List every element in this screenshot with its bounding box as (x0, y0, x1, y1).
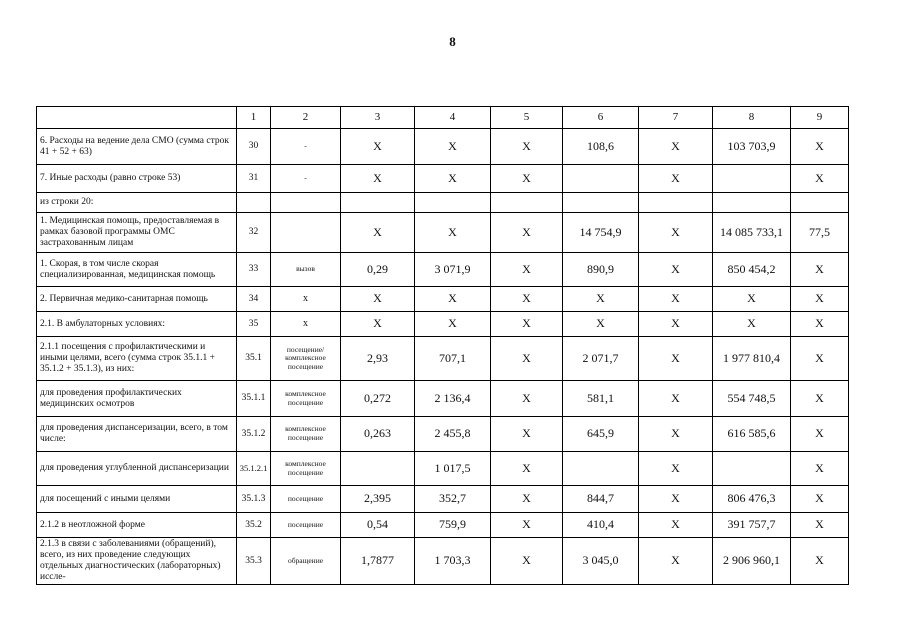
table-cell: X (415, 213, 491, 253)
row-unit: - (271, 129, 341, 165)
table-cell: X (491, 337, 563, 381)
row-unit (271, 213, 341, 253)
row-unit: посещение (271, 513, 341, 538)
table-cell: X (639, 213, 713, 253)
table-cell: X (639, 312, 713, 337)
table-cell (563, 165, 639, 193)
row-name: 2.1.1 посещения с профилактическими и иными целями, всего (сумма строк 35.1.1 + 35.1.2 + 35.1.3), из них: (37, 337, 237, 381)
table-cell: 1 017,5 (415, 452, 491, 486)
table-cell: 0,29 (341, 253, 415, 287)
table-cell: X (491, 417, 563, 452)
table-cell: 14 085 733,1 (713, 213, 791, 253)
column-header: 6 (563, 107, 639, 129)
row-code: 31 (237, 165, 271, 193)
table-row (37, 213, 849, 253)
table-cell: 1 703,3 (415, 538, 491, 585)
table-cell: X (791, 513, 849, 538)
table-cell: 759,9 (415, 513, 491, 538)
table-cell: 850 454,2 (713, 253, 791, 287)
row-name: для проведения углубленной диспансеризации (37, 452, 237, 486)
row-code: 35.3 (237, 538, 271, 585)
table-cell: X (639, 417, 713, 452)
row-name: 6. Расходы на ведение дела СМО (сумма строк 41 + 52 + 63) (37, 129, 237, 165)
row-code: 35.1 (237, 337, 271, 381)
table-cell: 0,272 (341, 381, 415, 417)
row-name: 7. Иные расходы (равно строке 53) (37, 165, 237, 193)
table-cell: X (791, 381, 849, 417)
table-cell: X (791, 417, 849, 452)
column-header: 5 (491, 107, 563, 129)
table-cell: 14 754,9 (563, 213, 639, 253)
table-cell: 2,395 (341, 486, 415, 513)
row-name: 2. Первичная медико-санитарная помощь (37, 287, 237, 312)
table-cell (713, 165, 791, 193)
table-cell: 645,9 (563, 417, 639, 452)
column-header: 1 (237, 107, 271, 129)
table-row (37, 129, 849, 165)
table-cell: X (563, 312, 639, 337)
table-cell: 103 703,9 (713, 129, 791, 165)
table-cell: X (491, 538, 563, 585)
row-name: для проведения диспансеризации, всего, в том числе: (37, 417, 237, 452)
table-cell: 0,54 (341, 513, 415, 538)
row-code: 35.1.1 (237, 381, 271, 417)
column-header: 4 (415, 107, 491, 129)
table-cell (791, 193, 849, 213)
table-row (37, 452, 849, 486)
row-unit: комплексное посещение (271, 381, 341, 417)
table-cell: 2,93 (341, 337, 415, 381)
table-cell: 410,4 (563, 513, 639, 538)
row-unit: вызов (271, 253, 341, 287)
row-code: 35 (237, 312, 271, 337)
table-cell: X (713, 287, 791, 312)
column-header: 9 (791, 107, 849, 129)
column-header: 2 (271, 107, 341, 129)
table-row (37, 513, 849, 538)
table-cell: X (415, 287, 491, 312)
table-cell: 844,7 (563, 486, 639, 513)
table-cell: X (415, 165, 491, 193)
table-cell: X (341, 165, 415, 193)
row-name: 2.1. В амбулаторных условиях: (37, 312, 237, 337)
table-cell: X (341, 312, 415, 337)
table-cell: X (791, 312, 849, 337)
table-cell: 391 757,7 (713, 513, 791, 538)
column-header: 8 (713, 107, 791, 129)
table-cell: 581,1 (563, 381, 639, 417)
table-cell: 3 071,9 (415, 253, 491, 287)
row-unit: посещение/ комплексное посещение (271, 337, 341, 381)
table-row (37, 381, 849, 417)
table-cell (639, 193, 713, 213)
row-code: 30 (237, 129, 271, 165)
table-cell (341, 193, 415, 213)
table-cell: X (713, 312, 791, 337)
table-cell: X (341, 213, 415, 253)
table-cell: 616 585,6 (713, 417, 791, 452)
table-cell (491, 193, 563, 213)
row-unit: посещение (271, 486, 341, 513)
row-name: из строки 20: (37, 193, 237, 213)
table-cell: X (791, 486, 849, 513)
table-cell: X (341, 129, 415, 165)
table-cell: 806 476,3 (713, 486, 791, 513)
table-cell: X (639, 337, 713, 381)
row-code: 35.1.2.1 (237, 452, 271, 486)
table-cell: X (791, 165, 849, 193)
table-cell: X (415, 129, 491, 165)
table-row (37, 486, 849, 513)
table-cell: X (639, 381, 713, 417)
table-cell: 352,7 (415, 486, 491, 513)
row-name: 1. Медицинская помощь, предоставляемая в рамках базовой программы ОМС застрахованным лицам (37, 213, 237, 253)
table-cell: 707,1 (415, 337, 491, 381)
table-cell: X (639, 165, 713, 193)
row-unit (271, 193, 341, 213)
row-unit: комплексное посещение (271, 417, 341, 452)
row-code (237, 193, 271, 213)
table-cell: X (563, 287, 639, 312)
row-name: 1. Скорая, в том числе скорая специализированная, медицинская помощь (37, 253, 237, 287)
table-row (37, 538, 849, 585)
table-cell: 0,263 (341, 417, 415, 452)
row-code: 32 (237, 213, 271, 253)
table-cell: 2 071,7 (563, 337, 639, 381)
table-cell: 554 748,5 (713, 381, 791, 417)
row-unit: обращение (271, 538, 341, 585)
table-row (37, 193, 849, 213)
table-cell: X (791, 287, 849, 312)
table-cell (415, 193, 491, 213)
table-cell: X (639, 538, 713, 585)
table-cell: X (491, 129, 563, 165)
table-cell: 108,6 (563, 129, 639, 165)
row-unit: х (271, 312, 341, 337)
table-cell: X (491, 513, 563, 538)
row-code: 35.1.3 (237, 486, 271, 513)
column-header (37, 107, 237, 129)
table-cell: X (639, 452, 713, 486)
row-name: для проведения профилактических медицинских осмотров (37, 381, 237, 417)
table-row (37, 287, 849, 312)
table-cell: 1,7877 (341, 538, 415, 585)
table-cell: X (791, 452, 849, 486)
row-code: 33 (237, 253, 271, 287)
table-cell: X (491, 452, 563, 486)
table-cell: X (491, 312, 563, 337)
row-unit: х (271, 287, 341, 312)
column-header: 3 (341, 107, 415, 129)
table-cell: X (639, 253, 713, 287)
table-cell: 890,9 (563, 253, 639, 287)
table-cell (713, 452, 791, 486)
table-row (37, 417, 849, 452)
table-cell: X (639, 486, 713, 513)
row-name: 2.1.2 в неотложной форме (37, 513, 237, 538)
row-code: 34 (237, 287, 271, 312)
data-table (36, 106, 849, 585)
row-name: для посещений с иными целями (37, 486, 237, 513)
table-cell: 2 136,4 (415, 381, 491, 417)
table-cell (563, 193, 639, 213)
row-name: 2.1.3 в связи с заболеваниями (обращений), всего, из них проведение следующих отдельных диагностических (лабораторных) иссле- (37, 538, 237, 585)
row-unit: комплексное посещение (271, 452, 341, 486)
table-cell: 2 906 960,1 (713, 538, 791, 585)
table-cell: X (415, 312, 491, 337)
table-cell (713, 193, 791, 213)
row-unit: - (271, 165, 341, 193)
table-cell: X (341, 287, 415, 312)
table-cell: X (791, 337, 849, 381)
table-cell: X (791, 253, 849, 287)
table-cell (563, 452, 639, 486)
table-row (37, 337, 849, 381)
header-row (37, 107, 849, 129)
table-cell: X (791, 129, 849, 165)
table-cell: X (491, 165, 563, 193)
table-row (37, 253, 849, 287)
table-cell: X (491, 253, 563, 287)
row-code: 35.1.2 (237, 417, 271, 452)
page-number: 8 (449, 34, 456, 49)
table-cell (341, 452, 415, 486)
table-cell: X (491, 486, 563, 513)
table-cell: X (639, 513, 713, 538)
table-cell: X (791, 538, 849, 585)
row-code: 35.2 (237, 513, 271, 538)
table-cell: X (491, 213, 563, 253)
table-cell: X (639, 287, 713, 312)
table-cell: 77,5 (791, 213, 849, 253)
table-cell: 2 455,8 (415, 417, 491, 452)
table-cell: X (639, 129, 713, 165)
table-row (37, 312, 849, 337)
table-cell: 3 045,0 (563, 538, 639, 585)
table-cell: X (491, 287, 563, 312)
table-cell: X (491, 381, 563, 417)
column-header: 7 (639, 107, 713, 129)
table-cell: 1 977 810,4 (713, 337, 791, 381)
table-row (37, 165, 849, 193)
